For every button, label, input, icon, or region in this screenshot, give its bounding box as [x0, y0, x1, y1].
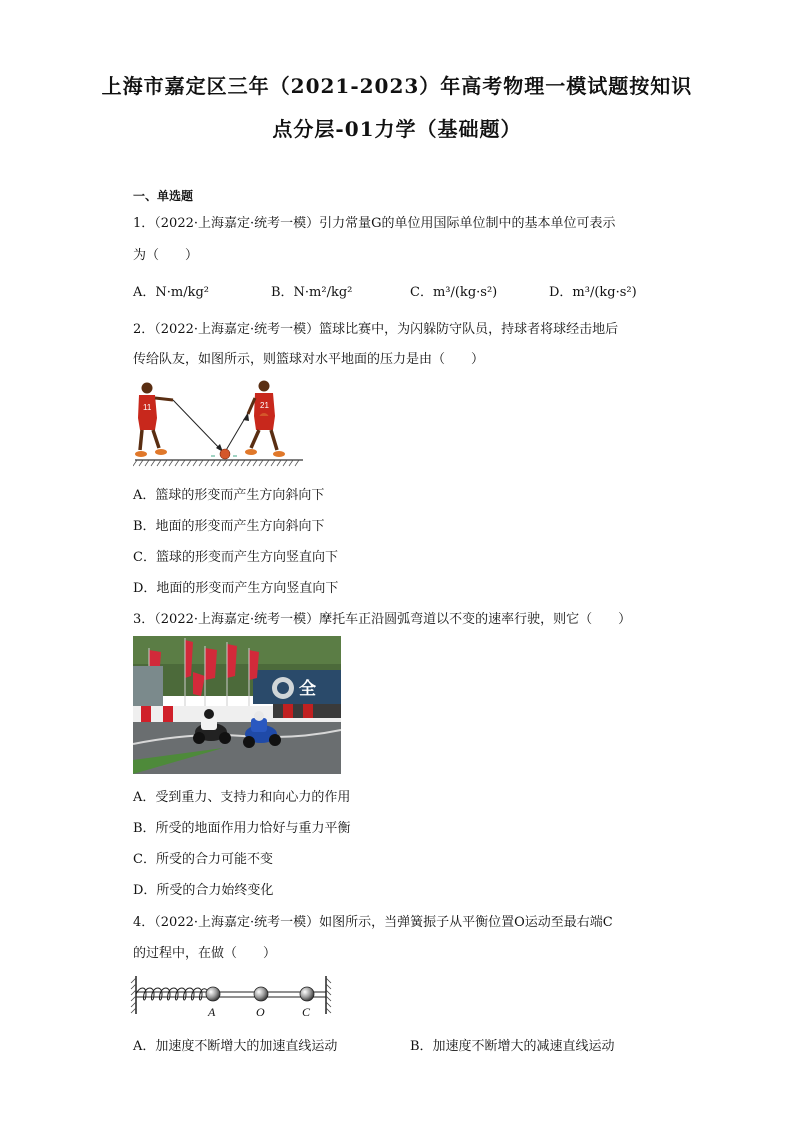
q2-option-a: A．篮球的形变而产生方向斜向下: [133, 488, 325, 503]
q3-stem-line1: 3．（2022·上海嘉定·统考一模）摩托车正沿圆弧弯道以不变的速率行驶，则它（ ）: [133, 612, 632, 627]
jersey-number-left: 11: [143, 403, 152, 412]
label-o: O: [256, 1005, 265, 1019]
q2-option-d: D．地面的形变而产生方向竖直向下: [133, 581, 339, 596]
q1-stem-line1: 1．（2022·上海嘉定·统考一模）引力常量G的单位用国际单位制中的基本单位可表示: [133, 216, 616, 231]
doc-title-line1: 上海市嘉定区三年（2021-2023）年高考物理一模试题按知识: [101, 74, 693, 98]
label-c: C: [302, 1005, 311, 1019]
q3-option-a: A．受到重力、支持力和向心力的作用: [133, 790, 351, 805]
motorcycle-scene: [133, 636, 341, 774]
q1-option-a: A．N·m/kg²: [133, 285, 210, 300]
q2-stem-line2: 传给队友，如图所示，则篮球对水平地面的压力是由（ ）: [133, 352, 485, 367]
motorcycle-photo: [133, 636, 341, 774]
jersey-number-right: 21: [260, 401, 269, 410]
label-a: A: [208, 1005, 216, 1019]
q2-option-c: C．篮球的形变而产生方向竖直向下: [133, 550, 338, 565]
player-right: [245, 381, 285, 458]
q2-option-b: B．地面的形变而产生方向斜向下: [133, 519, 325, 534]
basketball-figure: [133, 378, 308, 468]
q4-option-a: A．加速度不断增大的加速直线运动: [133, 1039, 338, 1054]
q2-stem-line1: 2．（2022·上海嘉定·统考一模）篮球比赛中，为闪躲防守队员，持球者将球经击地后: [133, 322, 619, 337]
q1-option-c: C．m³/(kg·s²): [410, 285, 498, 300]
q3-option-d: D．所受的合力始终变化: [133, 883, 274, 898]
q4-stem-line2: 的过程中，在做（ ）: [133, 946, 277, 961]
q1-option-d: D．m³/(kg·s²): [549, 285, 637, 300]
spring-oscillator-figure: [130, 972, 335, 1020]
player-left: [135, 383, 173, 458]
q4-stem-line1: 4．（2022·上海嘉定·统考一模）如图所示，当弹簧振子从平衡位置O运动至最右端C: [133, 915, 613, 930]
q1-option-b: B．N·m²/kg²: [271, 285, 353, 300]
q3-option-c: C．所受的合力可能不变: [133, 852, 273, 867]
q4-option-b: B．加速度不断增大的减速直线运动: [410, 1039, 615, 1054]
section-heading: 一、单选题: [133, 189, 194, 203]
q3-option-b: B．所受的地面作用力恰好与重力平衡: [133, 821, 351, 836]
banner-text: 全: [299, 679, 316, 698]
q1-stem-line2: 为（ ）: [133, 248, 199, 263]
doc-title-line2: 点分层-01力学（基础题）: [272, 117, 522, 141]
